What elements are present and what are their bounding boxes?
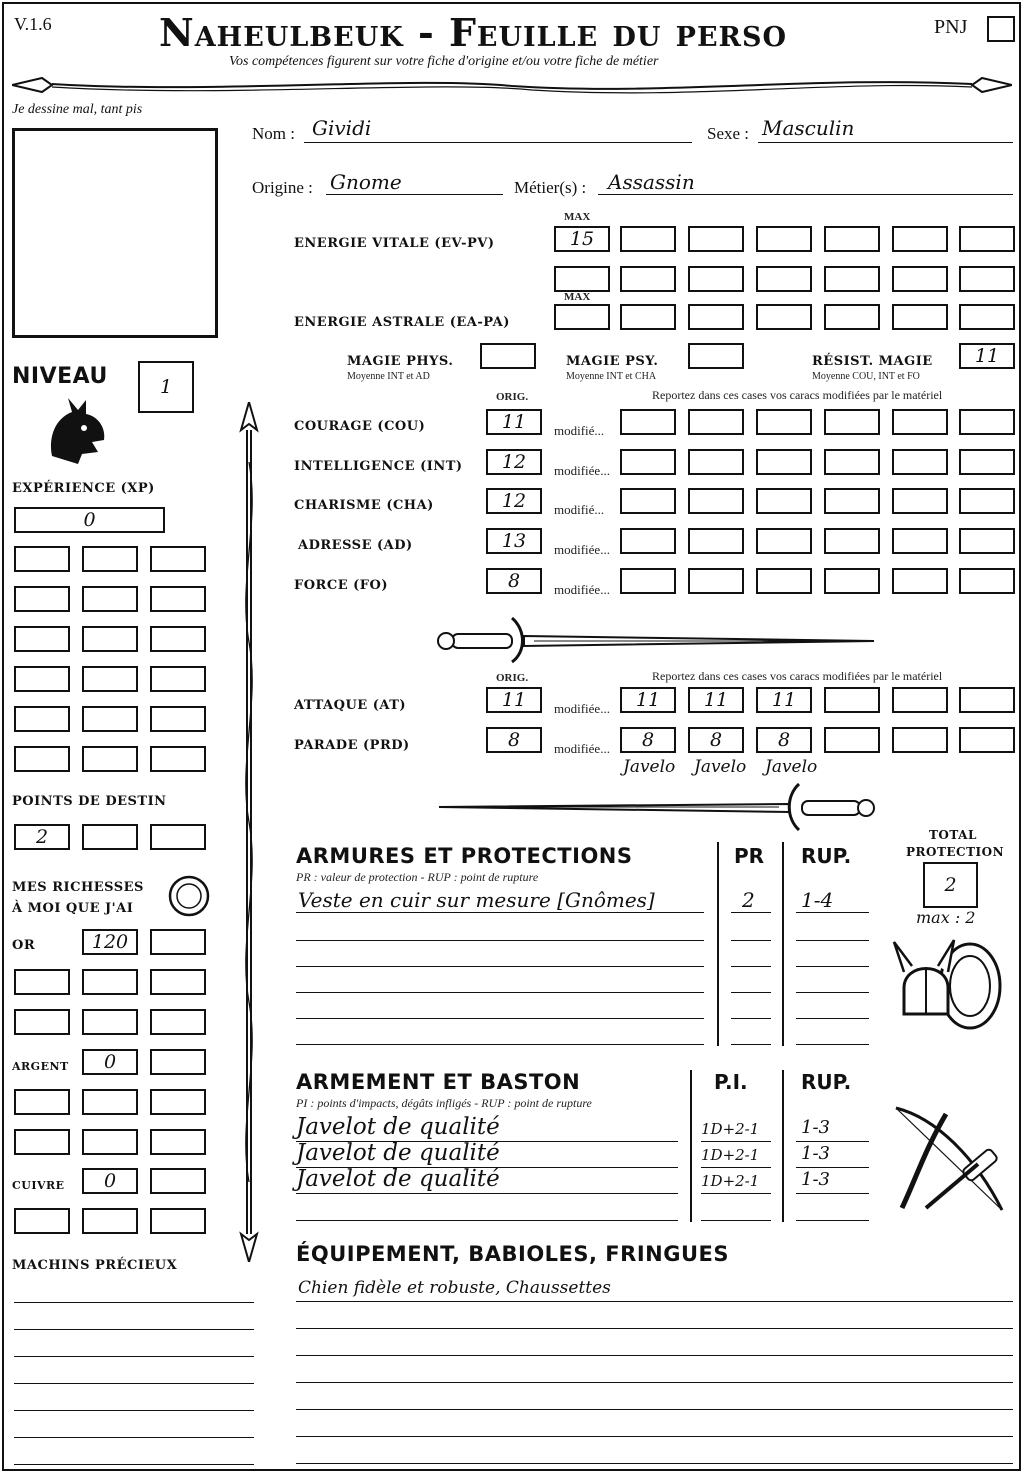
ev-max-box[interactable] bbox=[554, 226, 610, 252]
carac-mod-box[interactable] bbox=[959, 488, 1015, 514]
armure-name[interactable]: Veste en cuir sur mesure [Gnômes] bbox=[298, 888, 655, 912]
equipement-line bbox=[296, 1382, 1013, 1383]
carac-orig-box-value: 12 bbox=[501, 490, 527, 512]
xp-box[interactable] bbox=[14, 746, 70, 772]
resist-magie-note: Moyenne COU, INT et FO bbox=[812, 371, 920, 382]
prd-mod-label: modifiée... bbox=[554, 741, 610, 756]
armure-pr-line bbox=[731, 912, 771, 913]
page-subtitle: Vos compétences figurent sur votre fiche d'origine et/ou votre fiche de métier bbox=[229, 54, 659, 69]
or-box-value: 120 bbox=[91, 931, 129, 953]
armures-divider bbox=[717, 842, 719, 1046]
at-mod-box[interactable] bbox=[824, 687, 880, 713]
equipement-line bbox=[296, 1301, 1013, 1302]
carac-mod-label: modifiée... bbox=[554, 463, 610, 478]
argent-label: ARGENT bbox=[12, 1060, 69, 1073]
richesses-label-1: MES RICHESSES bbox=[12, 880, 144, 895]
spear-divider-icon bbox=[12, 72, 1012, 102]
at-mod-box-value: 11 bbox=[703, 689, 729, 711]
carac-orig-box-value: 13 bbox=[501, 530, 527, 552]
armure-pr-line bbox=[731, 966, 771, 967]
sword-icon bbox=[434, 614, 879, 664]
money-box[interactable] bbox=[150, 1208, 206, 1234]
equipement-line bbox=[296, 1355, 1013, 1356]
money-box[interactable] bbox=[14, 1208, 70, 1234]
carac-mod-box[interactable] bbox=[824, 528, 880, 554]
magie-phys-label: MAGIE PHYS. bbox=[347, 354, 454, 369]
carac-mod-box[interactable] bbox=[959, 409, 1015, 435]
carac-label: COURAGE (COU) bbox=[294, 419, 426, 434]
total-label-1: TOTAL bbox=[929, 828, 977, 842]
money-box[interactable] bbox=[150, 1049, 206, 1075]
arme-line bbox=[296, 1193, 678, 1194]
arme-pi[interactable]: 1D+2-1 bbox=[701, 1172, 760, 1190]
sexe-label: Sexe : bbox=[707, 124, 750, 143]
xp-box[interactable] bbox=[150, 586, 206, 612]
arme-rup-line bbox=[796, 1193, 869, 1194]
armement-divider bbox=[690, 1070, 692, 1222]
portrait-caption: Je dessine mal, tant pis bbox=[12, 102, 143, 117]
armure-line bbox=[296, 992, 704, 993]
argent-box-value: 0 bbox=[103, 1051, 117, 1073]
weapon-note-2: Javelo bbox=[694, 757, 747, 777]
carac-orig-box-value: 11 bbox=[501, 411, 527, 433]
cuivre-box-value: 0 bbox=[103, 1170, 117, 1192]
pnj-checkbox[interactable] bbox=[987, 16, 1015, 42]
carac-label: INTELLIGENCE (INT) bbox=[294, 459, 463, 474]
prd-mod-box-value: 8 bbox=[709, 729, 723, 751]
carac-mod-box[interactable] bbox=[824, 488, 880, 514]
carac-orig-box[interactable] bbox=[486, 568, 542, 594]
xp-box[interactable] bbox=[14, 586, 70, 612]
arme-rup[interactable]: 1-3 bbox=[801, 1143, 830, 1164]
arme-name[interactable]: Javelot de qualité bbox=[296, 1140, 500, 1166]
nom-value[interactable]: Gividi bbox=[312, 116, 372, 140]
carac-mod-box[interactable] bbox=[824, 568, 880, 594]
destin-value: 2 bbox=[35, 826, 49, 848]
carac-orig-box-value: 8 bbox=[507, 570, 521, 592]
pnj-label: PNJ bbox=[934, 16, 968, 38]
machins-line bbox=[14, 1437, 254, 1438]
armure-rup[interactable]: 1-4 bbox=[801, 888, 834, 912]
spear-icon bbox=[236, 402, 262, 1262]
origine-value[interactable]: Gnome bbox=[330, 170, 402, 194]
origine-line bbox=[326, 194, 503, 195]
total-label-2: PROTECTION bbox=[906, 845, 1005, 859]
carac-label: CHARISME (CHA) bbox=[294, 498, 434, 513]
ev-box[interactable] bbox=[688, 266, 744, 292]
magie-psy-value bbox=[690, 345, 742, 367]
or-label: OR bbox=[12, 938, 36, 953]
origine-label: Origine : bbox=[252, 178, 313, 197]
money-box[interactable] bbox=[150, 969, 206, 995]
ea-max-value bbox=[556, 306, 608, 328]
ev-box[interactable] bbox=[756, 266, 812, 292]
ev-box[interactable] bbox=[756, 226, 812, 252]
carac-mod-box[interactable] bbox=[756, 449, 812, 475]
at-mod-box[interactable] bbox=[959, 687, 1015, 713]
arme-line bbox=[296, 1220, 678, 1221]
magie-psy-box[interactable] bbox=[688, 343, 744, 369]
at-mod-box[interactable] bbox=[688, 687, 744, 713]
prd-mod-box[interactable] bbox=[959, 727, 1015, 753]
armement-divider bbox=[782, 1070, 784, 1222]
money-box[interactable] bbox=[150, 1009, 206, 1035]
carac-mod-box[interactable] bbox=[620, 528, 676, 554]
carac-mod-box[interactable] bbox=[620, 568, 676, 594]
resist-magie-label: RÉSIST. MAGIE bbox=[812, 354, 933, 369]
metier-line bbox=[598, 194, 1013, 195]
carac-mod-box[interactable] bbox=[959, 528, 1015, 554]
carac-label: ADRESSE (AD) bbox=[298, 538, 413, 553]
prd-mod-box-value: 8 bbox=[777, 729, 791, 751]
ev-max-label: MAX bbox=[564, 211, 591, 223]
sexe-value[interactable]: Masculin bbox=[762, 116, 855, 140]
sexe-line bbox=[758, 142, 1013, 143]
arme-name[interactable]: Javelot de qualité bbox=[296, 1166, 500, 1192]
ev-box[interactable] bbox=[824, 226, 880, 252]
arme-pi-line bbox=[701, 1193, 771, 1194]
ea-box[interactable] bbox=[959, 304, 1015, 330]
money-box[interactable] bbox=[82, 1208, 138, 1234]
machins-line bbox=[14, 1302, 254, 1303]
ev-box[interactable] bbox=[688, 226, 744, 252]
carac-mod-box[interactable] bbox=[824, 449, 880, 475]
prd-mod-box[interactable] bbox=[620, 727, 676, 753]
armure-rup-line bbox=[796, 992, 869, 993]
money-box[interactable] bbox=[14, 969, 70, 995]
carac-mod-box[interactable] bbox=[824, 409, 880, 435]
at-mod-box-value: 11 bbox=[771, 689, 797, 711]
at-orig-box[interactable] bbox=[486, 687, 542, 713]
xp-box[interactable] bbox=[150, 546, 206, 572]
armure-line bbox=[296, 966, 704, 967]
armement-note: PI : points d'impacts, dégâts infligés - RUP : point de rupture bbox=[296, 1096, 592, 1110]
resist-magie-value: 11 bbox=[974, 345, 1000, 367]
xp-box[interactable] bbox=[82, 626, 138, 652]
money-box[interactable] bbox=[14, 1089, 70, 1115]
nom-line bbox=[304, 142, 692, 143]
machins-line bbox=[14, 1464, 254, 1465]
equipement-line bbox=[296, 1409, 1013, 1410]
arme-rup[interactable]: 1-3 bbox=[801, 1169, 830, 1190]
combat-report-note: Reportez dans ces cases vos caracs modifiées par le matériel bbox=[652, 669, 943, 683]
at-mod-box[interactable] bbox=[756, 687, 812, 713]
xp-box[interactable] bbox=[82, 586, 138, 612]
xp-box[interactable] bbox=[82, 746, 138, 772]
money-box[interactable] bbox=[150, 929, 206, 955]
caracs-orig-label: ORIG. bbox=[496, 391, 529, 403]
prd-label: PARADE (PRD) bbox=[294, 738, 410, 753]
character-sheet bbox=[2, 2, 1021, 1471]
armement-title: ARMEMENT ET BASTON bbox=[296, 1070, 581, 1094]
carac-mod-box[interactable] bbox=[892, 528, 948, 554]
prd-mod-box[interactable] bbox=[688, 727, 744, 753]
xp-box[interactable] bbox=[14, 546, 70, 572]
equipement-title: ÉQUIPEMENT, BABIOLES, FRINGUES bbox=[296, 1242, 729, 1266]
xp-box[interactable] bbox=[82, 666, 138, 692]
armure-pr-line bbox=[731, 1018, 771, 1019]
ea-box[interactable] bbox=[756, 304, 812, 330]
arme-name[interactable]: Javelot de qualité bbox=[296, 1114, 500, 1140]
carac-mod-box[interactable] bbox=[688, 568, 744, 594]
machins-line bbox=[14, 1410, 254, 1411]
armure-rup-line bbox=[796, 1018, 869, 1019]
niveau-label: NIVEAU bbox=[12, 364, 108, 389]
metier-label: Métier(s) : bbox=[514, 178, 587, 197]
carac-mod-box[interactable] bbox=[756, 488, 812, 514]
carac-mod-box[interactable] bbox=[892, 488, 948, 514]
magie-psy-label: MAGIE PSY. bbox=[566, 354, 659, 369]
money-box[interactable] bbox=[14, 1009, 70, 1035]
money-box[interactable] bbox=[82, 1089, 138, 1115]
cuivre-label: CUIVRE bbox=[12, 1179, 65, 1192]
carac-mod-box[interactable] bbox=[756, 528, 812, 554]
prd-mod-box-value: 8 bbox=[641, 729, 655, 751]
xp-box[interactable] bbox=[14, 626, 70, 652]
ea-box[interactable] bbox=[824, 304, 880, 330]
magie-phys-note: Moyenne INT et AD bbox=[347, 371, 430, 382]
armures-rup-label: RUP. bbox=[801, 844, 852, 868]
magie-phys-value bbox=[482, 345, 534, 367]
armure-rup-line bbox=[796, 1044, 869, 1045]
armement-pi-label: P.I. bbox=[714, 1070, 748, 1094]
xp-box[interactable] bbox=[150, 666, 206, 692]
ev-max-value: 15 bbox=[569, 228, 595, 250]
arme-rup-line bbox=[796, 1141, 869, 1142]
armure-pr-line bbox=[731, 940, 771, 941]
ev-label: ENERGIE VITALE (EV-PV) bbox=[294, 236, 495, 251]
nom-label: Nom : bbox=[252, 124, 295, 143]
carac-orig-box[interactable] bbox=[486, 488, 542, 514]
armures-note: PR : valeur de protection - RUP : point de rupture bbox=[296, 870, 539, 884]
money-box[interactable] bbox=[82, 969, 138, 995]
carac-mod-box[interactable] bbox=[688, 528, 744, 554]
money-box[interactable] bbox=[82, 1129, 138, 1155]
equipement-line bbox=[296, 1463, 1013, 1464]
weapons-icon bbox=[886, 1098, 1012, 1222]
or-box[interactable] bbox=[82, 929, 138, 955]
equipement-line bbox=[296, 1436, 1013, 1437]
armure-pr-line bbox=[731, 1044, 771, 1045]
armure-pr-line bbox=[731, 992, 771, 993]
xp-value: 0 bbox=[83, 509, 96, 531]
at-label: ATTAQUE (AT) bbox=[294, 698, 407, 713]
ea-max-label: MAX bbox=[564, 291, 591, 303]
richesses-label-2: À MOI QUE J'AI bbox=[12, 901, 134, 916]
carac-mod-box[interactable] bbox=[620, 449, 676, 475]
weapon-note-1: Javelo bbox=[623, 757, 676, 777]
argent-box[interactable] bbox=[82, 1049, 138, 1075]
carac-mod-label: modifiée... bbox=[554, 542, 610, 557]
xp-box[interactable] bbox=[150, 706, 206, 732]
prd-mod-box[interactable] bbox=[756, 727, 812, 753]
ev-box[interactable] bbox=[892, 226, 948, 252]
destin-label: POINTS DE DESTIN bbox=[12, 794, 167, 809]
ea-box[interactable] bbox=[688, 304, 744, 330]
armure-rup-line bbox=[796, 940, 869, 941]
at-mod-box-value: 11 bbox=[635, 689, 661, 711]
xp-label: EXPÉRIENCE (XP) bbox=[12, 481, 155, 496]
armures-divider bbox=[782, 842, 784, 1046]
prd-mod-box[interactable] bbox=[892, 727, 948, 753]
carac-mod-box[interactable] bbox=[688, 409, 744, 435]
armement-rup-label: RUP. bbox=[801, 1070, 852, 1094]
caracs-report-note: Reportez dans ces cases vos caracs modifiées par le matériel bbox=[652, 388, 943, 402]
at-orig-box-value: 11 bbox=[501, 689, 527, 711]
at-mod-box[interactable] bbox=[892, 687, 948, 713]
magie-phys-box[interactable] bbox=[480, 343, 536, 369]
carac-mod-box[interactable] bbox=[756, 409, 812, 435]
arme-pi-line bbox=[701, 1167, 771, 1168]
xp-box[interactable] bbox=[82, 546, 138, 572]
armure-pr[interactable]: 2 bbox=[742, 888, 755, 912]
arme-pi-line bbox=[701, 1220, 771, 1221]
ev-box[interactable] bbox=[892, 266, 948, 292]
arme-rup-line bbox=[796, 1167, 869, 1168]
ev-box[interactable] bbox=[554, 266, 610, 292]
coin-icon bbox=[167, 874, 211, 918]
niveau-value: 1 bbox=[159, 376, 173, 398]
ev-box[interactable] bbox=[824, 266, 880, 292]
version-label: V.1.6 bbox=[14, 14, 52, 34]
machins-line bbox=[14, 1329, 254, 1330]
resist-magie-box[interactable] bbox=[959, 343, 1015, 369]
ea-box[interactable] bbox=[620, 304, 676, 330]
at-mod-box[interactable] bbox=[620, 687, 676, 713]
ea-label: ENERGIE ASTRALE (EA-PA) bbox=[294, 315, 510, 330]
arme-pi[interactable]: 1D+2-1 bbox=[701, 1146, 760, 1164]
armure-rup-line bbox=[796, 912, 869, 913]
combat-orig-label: ORIG. bbox=[496, 672, 529, 684]
carac-mod-box[interactable] bbox=[688, 449, 744, 475]
armure-line bbox=[296, 1044, 704, 1045]
arme-rup[interactable]: 1-3 bbox=[801, 1117, 830, 1138]
machins-label: MACHINS PRÉCIEUX bbox=[12, 1258, 178, 1273]
armures-title: ARMURES ET PROTECTIONS bbox=[296, 844, 633, 868]
destin-box[interactable] bbox=[82, 824, 138, 850]
carac-mod-box[interactable] bbox=[892, 449, 948, 475]
money-box[interactable] bbox=[14, 1129, 70, 1155]
money-box[interactable] bbox=[150, 1129, 206, 1155]
weapon-note-3: Javelo bbox=[765, 757, 818, 777]
arme-rup-line bbox=[796, 1220, 869, 1221]
ev-box[interactable] bbox=[620, 226, 676, 252]
ea-max-box[interactable] bbox=[554, 304, 610, 330]
carac-mod-label: modifiée... bbox=[554, 582, 610, 597]
equipement-line-1[interactable]: Chien fidèle et robuste, Chaussettes bbox=[298, 1278, 611, 1298]
carac-orig-box[interactable] bbox=[486, 449, 542, 475]
money-box[interactable] bbox=[150, 1089, 206, 1115]
machins-line bbox=[14, 1356, 254, 1357]
ev-box[interactable] bbox=[959, 226, 1015, 252]
cuivre-box[interactable] bbox=[82, 1168, 138, 1194]
armure-rup-line bbox=[796, 966, 869, 967]
ea-box[interactable] bbox=[892, 304, 948, 330]
carac-mod-box[interactable] bbox=[959, 568, 1015, 594]
carac-orig-box[interactable] bbox=[486, 409, 542, 435]
page-title: Naheulbeuk - Feuille du perso bbox=[159, 10, 787, 55]
dragon-head-icon bbox=[42, 396, 112, 468]
carac-mod-box[interactable] bbox=[756, 568, 812, 594]
xp-box[interactable] bbox=[14, 666, 70, 692]
carac-mod-box[interactable] bbox=[688, 488, 744, 514]
total-protection-box[interactable] bbox=[923, 862, 978, 908]
equipement-line bbox=[296, 1328, 1013, 1329]
armure-line bbox=[296, 940, 704, 941]
ev-box[interactable] bbox=[620, 266, 676, 292]
carac-mod-box[interactable] bbox=[892, 568, 948, 594]
arme-pi[interactable]: 1D+2-1 bbox=[701, 1120, 760, 1138]
xp-box[interactable] bbox=[14, 507, 165, 533]
xp-box[interactable] bbox=[82, 706, 138, 732]
armure-line bbox=[296, 1018, 704, 1019]
carac-mod-box[interactable] bbox=[892, 409, 948, 435]
carac-mod-label: modifié... bbox=[554, 502, 605, 517]
at-mod-label: modifiée... bbox=[554, 701, 610, 716]
max-protection-note: max : 2 bbox=[916, 908, 976, 927]
carac-label: FORCE (FO) bbox=[294, 578, 388, 593]
carac-orig-box-value: 12 bbox=[501, 451, 527, 473]
xp-box[interactable] bbox=[14, 706, 70, 732]
armure-line bbox=[296, 912, 704, 913]
destin-box[interactable] bbox=[150, 824, 206, 850]
xp-box[interactable] bbox=[150, 626, 206, 652]
arme-pi-line bbox=[701, 1141, 771, 1142]
armures-pr-label: PR bbox=[734, 844, 765, 868]
carac-mod-label: modifié... bbox=[554, 423, 605, 438]
metier-value[interactable]: Assassin bbox=[608, 170, 695, 194]
prd-mod-box[interactable] bbox=[824, 727, 880, 753]
machins-line bbox=[14, 1383, 254, 1384]
portrait-box[interactable] bbox=[12, 128, 218, 338]
total-protection-value: 2 bbox=[944, 874, 957, 896]
money-box[interactable] bbox=[150, 1168, 206, 1194]
carac-mod-box[interactable] bbox=[620, 488, 676, 514]
destin-box[interactable] bbox=[14, 824, 70, 850]
prd-orig-box[interactable] bbox=[486, 727, 542, 753]
money-box[interactable] bbox=[82, 1009, 138, 1035]
prd-orig-box-value: 8 bbox=[507, 729, 521, 751]
magie-psy-note: Moyenne INT et CHA bbox=[566, 371, 657, 382]
xp-box[interactable] bbox=[150, 746, 206, 772]
niveau-box[interactable] bbox=[138, 361, 194, 413]
carac-mod-box[interactable] bbox=[959, 449, 1015, 475]
helmet-shield-icon bbox=[892, 932, 1004, 1036]
sword-icon bbox=[434, 782, 879, 832]
carac-mod-box[interactable] bbox=[620, 409, 676, 435]
ev-box[interactable] bbox=[959, 266, 1015, 292]
carac-orig-box[interactable] bbox=[486, 528, 542, 554]
